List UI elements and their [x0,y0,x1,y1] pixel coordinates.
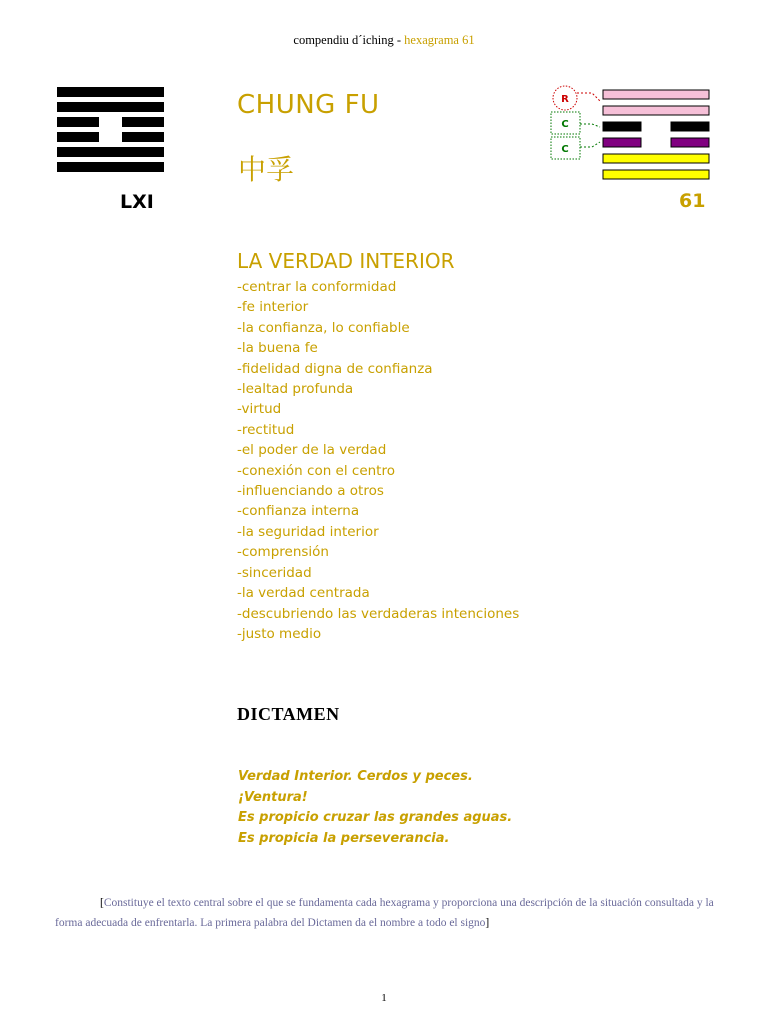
hexagram-roman-numeral: LXI [120,191,154,213]
connector-r [577,93,600,101]
trait-item: -centrar la conformidad [237,279,397,295]
trait-item: -rectitud [237,421,295,438]
hexagram-line-solid [57,102,164,112]
trigram-structure-diagram [548,84,712,184]
header-prefix: compendiu d´iching - [293,33,405,47]
hexagram-line-broken [57,117,164,127]
header-hexagram-ref: hexagrama 61 [404,33,475,47]
hexagram-number: 61 [679,190,706,212]
dictamen-note [55,893,715,933]
trait-item: -sinceridad [237,564,312,581]
trait-item: -la buena fe [237,340,318,357]
trait-item: -el poder de la verdad [237,442,387,459]
hexagram-line-broken [57,132,164,142]
traits-list [237,277,519,644]
diagram-line-1 [603,90,709,99]
hexagram-line-solid [57,87,164,97]
diagram-line-4-right [671,138,709,147]
hexagram-line-solid [57,162,164,172]
trait-item: -influenciando a otros [237,483,384,500]
trait-item: -lealtad profunda [237,381,354,398]
trait-item: -comprensión [237,544,329,561]
running-header [0,33,768,48]
hexagram-line-solid [57,147,164,157]
label-r: R [561,94,569,105]
diagram-line-3-right [671,122,709,131]
dictamen-text [238,767,512,849]
hexagram-chinese-characters: 中孚 [238,153,295,186]
trait-item: -justo medio [237,625,322,642]
label-c-upper: C [561,119,569,130]
dictamen-line: ¡Ventura! [238,789,308,805]
note-text: Constituye el texto central sobre el que se fundamenta cada hexagrama y proporciona una descripción de la situación consultada y la forma adecuada de enfrentarla. La primera palabra del Dictamen da el nombre a todo el signo [55,897,714,929]
note-open-bracket: [ [100,897,104,909]
note-close-bracket: ] [485,917,490,929]
trait-item: -descubriendo las verdaderas intenciones [237,605,520,622]
trait-item: -conexión con el centro [237,462,395,479]
diagram-line-2 [603,106,709,115]
hexagram-title: CHUNG FU [237,90,380,120]
connector-c-upper [580,124,600,127]
diagram-line-4-left [603,138,641,147]
hexagram-figure [57,87,164,177]
trait-item: -confianza interna [237,503,360,520]
diagram-line-5 [603,154,709,163]
trait-item: -fe interior [237,299,309,316]
trait-item: -la verdad centrada [237,585,370,602]
trait-item: -virtud [237,401,282,418]
dictamen-line: Verdad Interior. Cerdos y peces. [238,769,473,784]
dictamen-line: Es propicio cruzar las grandes aguas. [238,810,513,826]
label-c-lower: C [561,144,569,155]
connector-c-lower [580,142,600,147]
diagram-line-6 [603,170,709,179]
trait-item: -la confianza, lo confiable [237,319,410,336]
trait-item: -fidelidad digna de confianza [237,360,433,377]
diagram-line-3-left [603,122,641,131]
section-title: LA VERDAD INTERIOR [237,249,455,273]
page-number: 1 [381,992,387,1004]
dictamen-line: Es propicia la perseverancia. [238,830,450,846]
trait-item: -la seguridad interior [237,523,379,540]
dictamen-heading: DICTAMEN [237,704,340,724]
